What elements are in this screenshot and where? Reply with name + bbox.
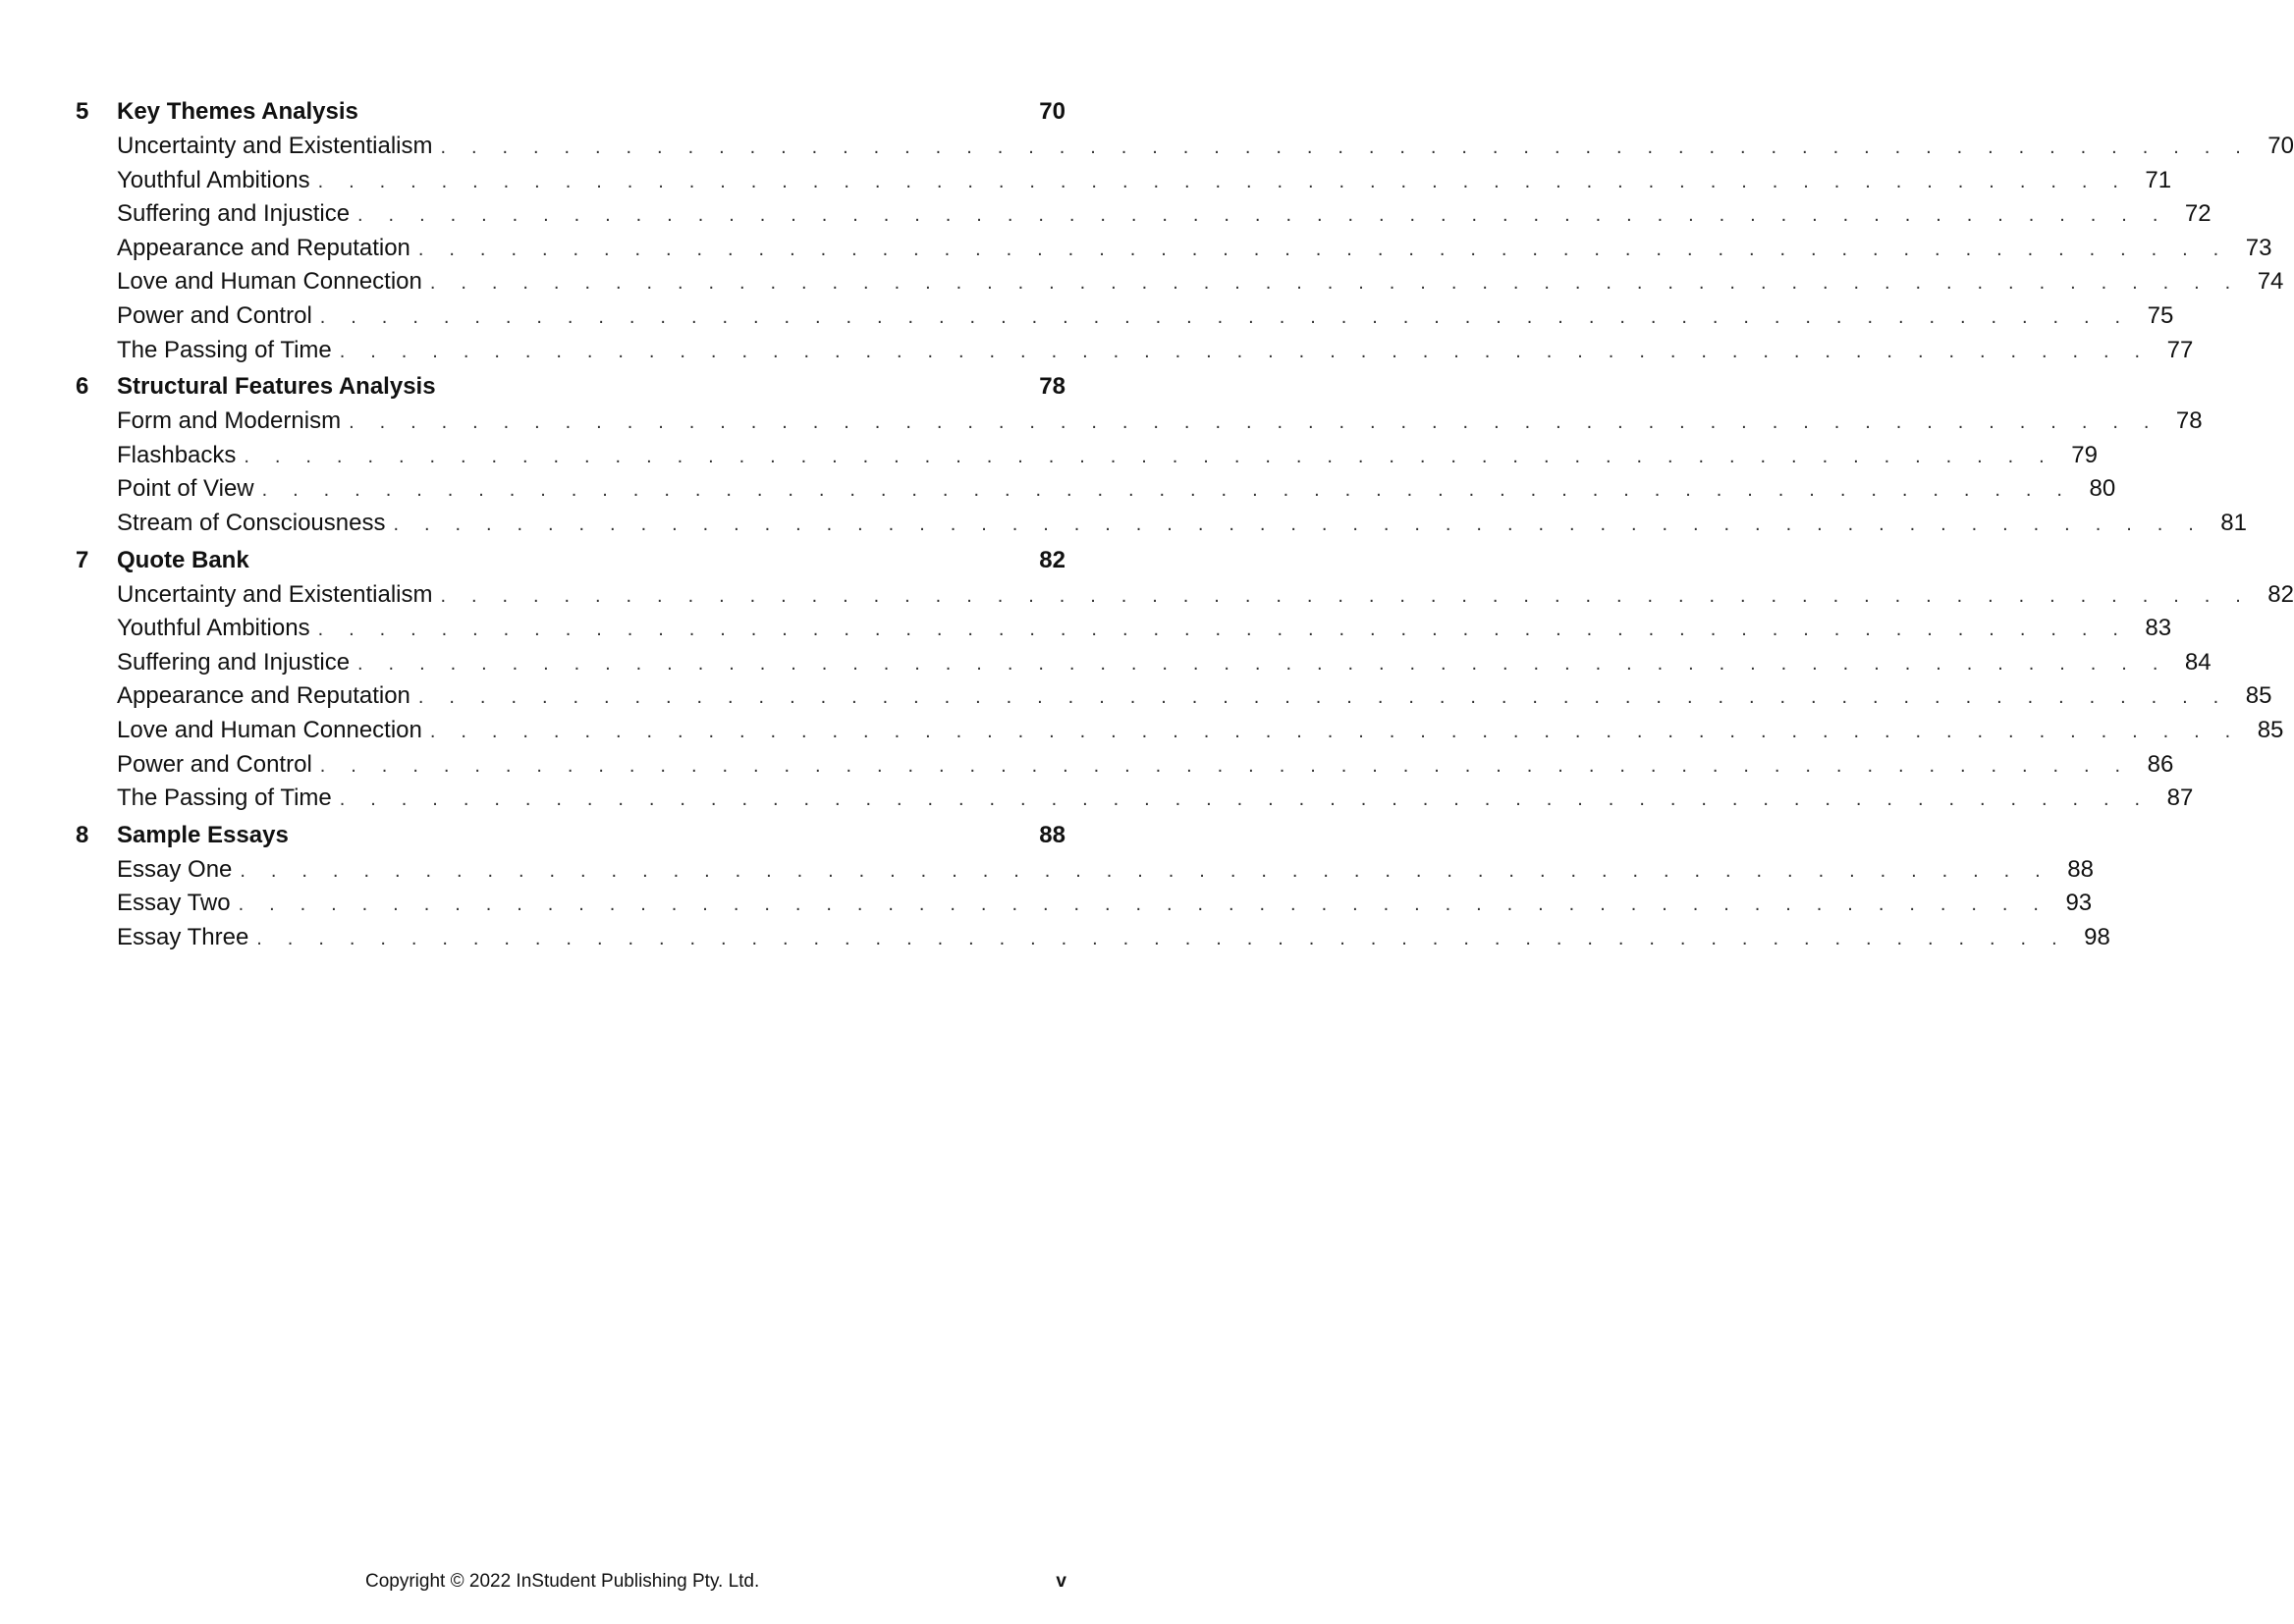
entry-title: Appearance and Reputation: [117, 234, 410, 261]
entry-title: Essay Two: [117, 890, 231, 917]
toc-entry[interactable]: [76, 612, 2172, 646]
section-title: Structural Features Analysis: [117, 373, 436, 401]
entry-title: Form and Modernism: [117, 407, 342, 435]
toc-entry[interactable]: [76, 299, 2174, 334]
entry-page-number: 70: [2267, 133, 2294, 159]
entry-title: Power and Control: [117, 750, 312, 778]
dot-leader: . . . . . . . . . . . . . . . . . . . . . . . . . . . . . . . . . . . . . . . . . . . . . . . . . . . . . . . . . . .: [357, 652, 2168, 675]
dot-leader: . . . . . . . . . . . . . . . . . . . . . . . . . . . . . . . . . . . . . . . . . . . . . . . . . . . . . . . . . . .: [244, 445, 2054, 467]
dot-leader: . . . . . . . . . . . . . . . . . . . . . . . . . . . . . . . . . . . . . . . . . . . . . . . . . . . . . . . . . . .: [240, 859, 2050, 882]
entry-page-number: 85: [2245, 682, 2272, 710]
toc-entry[interactable]: [76, 439, 2098, 473]
entry-title: Essay One: [117, 855, 233, 883]
entry-page-number: 84: [2184, 648, 2212, 676]
entry-page-number: 80: [2089, 475, 2116, 503]
entry-page-number: 81: [2220, 509, 2247, 536]
entry-title: Appearance and Reputation: [117, 682, 410, 710]
dot-leader: . . . . . . . . . . . . . . . . . . . . . . . . . . . . . . . . . . . . . . . . . . . . . . . . . . . . . . . . . . .: [317, 170, 2129, 192]
toc-section-heading[interactable]: [76, 543, 1065, 578]
toc-entry[interactable]: [76, 130, 2294, 164]
entry-title: Flashbacks: [117, 441, 237, 468]
dot-leader: . . . . . . . . . . . . . . . . . . . . . . . . . . . . . . . . . . . . . . . . . . . . . . . . . . . . . . . . . . .: [339, 788, 2151, 811]
entry-title: Youthful Ambitions: [117, 615, 310, 642]
section-page-number: 88: [1039, 821, 1065, 848]
entry-page-number: 82: [2267, 580, 2294, 608]
entry-page-number: 77: [2166, 336, 2194, 363]
entry-page-number: 72: [2184, 200, 2212, 228]
dot-leader: . . . . . . . . . . . . . . . . . . . . . . . . . . . . . . . . . . . . . . . . . . . . . . . . . . . . . . . . . . .: [339, 340, 2151, 362]
entry-title: The Passing of Time: [117, 336, 332, 363]
section-title: Key Themes Analysis: [117, 98, 358, 125]
entry-page-number: 78: [2175, 407, 2203, 435]
page-number: v: [1056, 1571, 1066, 1592]
toc-entry[interactable]: [76, 164, 2172, 198]
toc-entry[interactable]: [76, 646, 2212, 680]
entry-page-number: 79: [2071, 441, 2098, 468]
toc-entry[interactable]: [76, 265, 2284, 299]
entry-page-number: 75: [2147, 301, 2174, 329]
section-page-number: 70: [1039, 98, 1065, 125]
section-number: 7: [76, 546, 89, 573]
section-number: 6: [76, 373, 89, 401]
entry-page-number: 93: [2065, 890, 2093, 917]
entry-title: Suffering and Injustice: [117, 200, 351, 228]
section-title: Sample Essays: [117, 821, 289, 848]
section-title: Quote Bank: [117, 546, 249, 573]
entry-title: Suffering and Injustice: [117, 648, 351, 676]
toc-section: [76, 818, 2110, 955]
entry-title: Uncertainty and Existentialism: [117, 580, 433, 608]
dot-leader: . . . . . . . . . . . . . . . . . . . . . . . . . . . . . . . . . . . . . . . . . . . . . . . . . . . . . . . . . . .: [417, 686, 2229, 709]
toc-entry[interactable]: [76, 679, 2272, 714]
toc-entry[interactable]: [76, 232, 2272, 266]
entry-title: Youthful Ambitions: [117, 166, 310, 193]
entry-page-number: 86: [2147, 750, 2174, 778]
toc-section-heading[interactable]: [76, 94, 1065, 130]
entry-title: The Passing of Time: [117, 785, 332, 812]
dot-leader: . . . . . . . . . . . . . . . . . . . . . . . . . . . . . . . . . . . . . . . . . . . . . . . . . . . . . . . . . . .: [429, 720, 2241, 742]
dot-leader: . . . . . . . . . . . . . . . . . . . . . . . . . . . . . . . . . . . . . . . . . . . . . . . . . . . . . . . . . . .: [238, 893, 2049, 916]
entry-page-number: 74: [2257, 268, 2284, 296]
toc-section-heading[interactable]: [76, 818, 1065, 853]
section-page-number: 78: [1039, 373, 1065, 401]
toc-entry[interactable]: [76, 507, 2247, 541]
toc-entry[interactable]: [76, 578, 2294, 613]
toc-entry[interactable]: [76, 921, 2110, 955]
section-number: 5: [76, 98, 89, 125]
toc-entry[interactable]: [76, 887, 2093, 921]
entry-title: Power and Control: [117, 301, 312, 329]
entry-page-number: 85: [2257, 716, 2284, 743]
dot-leader: . . . . . . . . . . . . . . . . . . . . . . . . . . . . . . . . . . . . . . . . . . . . . . . . . . . . . . . . . . .: [261, 479, 2073, 502]
entry-page-number: 83: [2145, 615, 2172, 642]
toc-entry[interactable]: [76, 334, 2194, 368]
entry-title: Uncertainty and Existentialism: [117, 133, 433, 159]
toc-entry[interactable]: [76, 782, 2194, 816]
dot-leader: . . . . . . . . . . . . . . . . . . . . . . . . . . . . . . . . . . . . . . . . . . . . . . . . . . . . . . . . . . .: [357, 204, 2168, 227]
dot-leader: . . . . . . . . . . . . . . . . . . . . . . . . . . . . . . . . . . . . . . . . . . . . . . . . . . . . . . . . . . .: [440, 584, 2251, 607]
toc-entry[interactable]: [76, 748, 2174, 783]
page-footer: [0, 1571, 1145, 1600]
entry-page-number: 73: [2245, 234, 2272, 261]
dot-leader: . . . . . . . . . . . . . . . . . . . . . . . . . . . . . . . . . . . . . . . . . . . . . . . . . . . . . . . . . . .: [317, 619, 2129, 641]
dot-leader: . . . . . . . . . . . . . . . . . . . . . . . . . . . . . . . . . . . . . . . . . . . . . . . . . . . . . . . . . . .: [349, 411, 2159, 434]
section-page-number: 82: [1039, 546, 1065, 573]
dot-leader: . . . . . . . . . . . . . . . . . . . . . . . . . . . . . . . . . . . . . . . . . . . . . . . . . . . . . . . . . . .: [417, 238, 2229, 260]
table-of-contents: [76, 94, 2294, 956]
toc-section: [76, 369, 2247, 540]
dot-leader: . . . . . . . . . . . . . . . . . . . . . . . . . . . . . . . . . . . . . . . . . . . . . . . . . . . . . . . . . . .: [319, 754, 2131, 777]
dot-leader: . . . . . . . . . . . . . . . . . . . . . . . . . . . . . . . . . . . . . . . . . . . . . . . . . . . . . . . . . . .: [393, 513, 2204, 535]
toc-section: [76, 543, 2294, 816]
entry-title: Stream of Consciousness: [117, 509, 386, 536]
dot-leader: . . . . . . . . . . . . . . . . . . . . . . . . . . . . . . . . . . . . . . . . . . . . . . . . . . . . . . . . . . .: [429, 272, 2241, 295]
entry-page-number: 87: [2166, 785, 2194, 812]
toc-entry[interactable]: [76, 853, 2094, 888]
dot-leader: . . . . . . . . . . . . . . . . . . . . . . . . . . . . . . . . . . . . . . . . . . . . . . . . . . . . . . . . . . .: [319, 305, 2131, 328]
dot-leader: . . . . . . . . . . . . . . . . . . . . . . . . . . . . . . . . . . . . . . . . . . . . . . . . . . . . . . . . . . .: [440, 136, 2251, 158]
entry-page-number: 71: [2145, 166, 2172, 193]
entry-title: Point of View: [117, 475, 254, 503]
entry-title: Love and Human Connection: [117, 716, 422, 743]
dot-leader: . . . . . . . . . . . . . . . . . . . . . . . . . . . . . . . . . . . . . . . . . . . . . . . . . . . . . . . . . . .: [256, 927, 2067, 949]
toc-entry[interactable]: [76, 714, 2284, 748]
toc-entry[interactable]: [76, 405, 2203, 439]
toc-entry[interactable]: [76, 197, 2212, 232]
section-number: 8: [76, 821, 89, 848]
entry-title: Love and Human Connection: [117, 268, 422, 296]
entry-title: Essay Three: [117, 923, 249, 950]
toc-section: [76, 94, 2294, 367]
toc-entry[interactable]: [76, 472, 2116, 507]
entry-page-number: 88: [2067, 855, 2094, 883]
copyright-notice: Copyright © 2022 InStudent Publishing Pty. Ltd.: [365, 1571, 760, 1592]
entry-page-number: 98: [2084, 923, 2110, 950]
toc-section-heading[interactable]: [76, 369, 1065, 405]
